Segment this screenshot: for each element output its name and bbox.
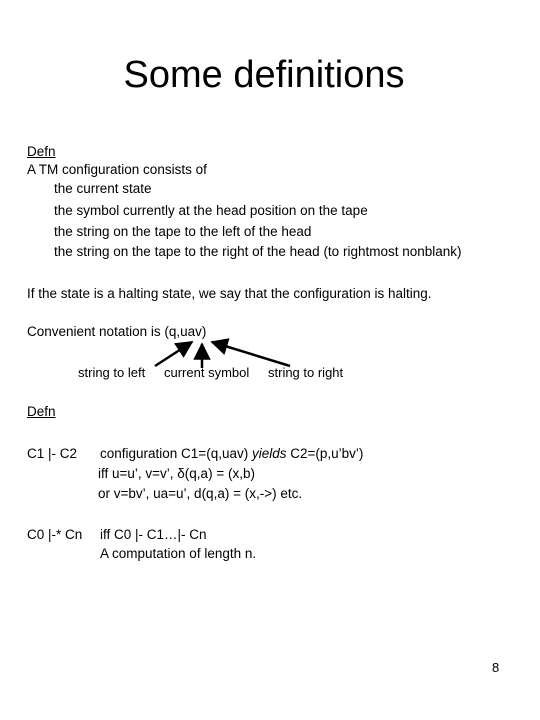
defn-heading: Defn	[27, 404, 56, 419]
yields-line: configuration C1=(q,uav) yields C2=(p,u’bv’)	[100, 446, 364, 461]
arrow-left	[155, 342, 192, 366]
yields-term: C1 |- C2	[27, 446, 78, 461]
yields-line: iff u=u’, v=v’, δ(q,a) = (x,b)	[98, 466, 255, 481]
page-number: 8	[492, 660, 500, 675]
yields-line: or v=bv’, ua=u’, d(q,a) = (x,->) etc.	[98, 486, 303, 501]
defn-item: the current state	[54, 181, 152, 196]
label-current-symbol: current symbol	[164, 365, 250, 380]
notation-text: Convenient notation is (q,uav)	[27, 324, 207, 339]
halting-paragraph: If the state is a halting state, we say that the configuration is halting.	[27, 286, 432, 301]
slide-title: Some definitions	[123, 54, 405, 96]
computation-line: iff C0 |- C1…|- Cn	[100, 527, 207, 542]
arrow-right	[212, 342, 290, 366]
defn-item: the string on the tape to the left of the head	[54, 224, 312, 239]
label-string-right: string to right	[268, 365, 344, 380]
computation-line: A computation of length n.	[100, 546, 257, 561]
defn-item: the symbol currently at the head position on the tape	[54, 203, 368, 218]
defn-item: the string on the tape to the right of the head (to rightmost nonblank)	[54, 244, 462, 259]
computation-term: C0 |-* Cn	[27, 527, 83, 542]
defn-intro: A TM configuration consists of	[27, 162, 207, 177]
defn-heading: Defn	[27, 144, 56, 159]
label-string-left: string to left	[78, 365, 146, 380]
